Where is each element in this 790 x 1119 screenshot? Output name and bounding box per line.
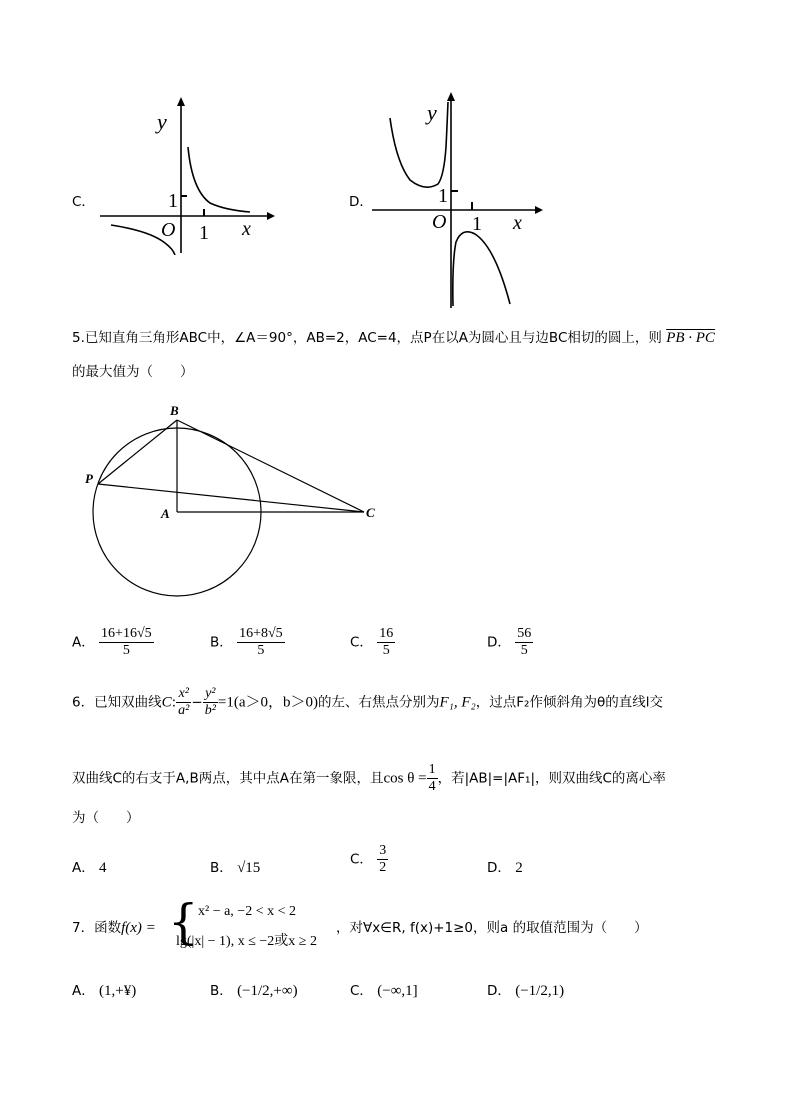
option-value: √15 [237,860,261,876]
q6-line2 [72,762,666,795]
option-label: C． [350,634,373,651]
point-b: B [170,403,179,418]
q6-line1-tail: ，过点F₂作倾斜角为θ的直线l交 [475,694,663,711]
q7-fx: f(x) = [121,920,156,936]
q6-option-b[interactable] [210,856,260,877]
option-c-label: C． [72,194,95,210]
q6-line3: 为（ ） [72,810,140,826]
option-value: 2 [515,860,523,876]
q7-case1: x² − a, −2 < x < 2 [198,904,296,919]
option-denominator: 5 [382,643,390,659]
option-label: D． [487,860,511,876]
q5-option-a[interactable] [72,626,154,659]
curve-upper-branch [390,102,448,187]
q5-option-b[interactable] [210,626,285,659]
eq-y2: y² [203,686,218,703]
eq-tail: =1(a＞0，b＞0) [217,694,318,711]
option-value: (−1/2,1) [515,983,565,999]
q5-figure [80,400,390,600]
q6-line2-b: ，若|AB|=|AF₁|，则双曲线C的离心率 [437,770,666,787]
curve-right-branch [188,147,250,212]
option-numerator: 56 [515,626,533,643]
segment-pc [98,484,364,512]
q6-prefix: 6．已知双曲线 [72,694,162,711]
option-denominator: 5 [122,643,130,659]
option-value: (1,+¥) [99,983,137,999]
cos-num: 1 [427,762,438,779]
cos-label: cos θ = [383,770,427,787]
q5-vector-product: PB · PC [666,330,715,346]
option-denominator: 5 [520,643,528,659]
q6-foci: F₁, F₂ [439,694,476,711]
q7-case2: lg(|x| − 1), x ≤ −2或x ≥ 2 [176,934,317,949]
eq-a2: a² [178,703,190,719]
option-numerator: 16+8√5 [237,626,285,643]
origin-label: O [432,211,447,233]
x-label: x [513,212,522,234]
q6-foci-text: 的左、右焦点分别为 [318,694,440,711]
q7-tail: ，对∀x∈R, f(x)+1≥0，则a 的取值范围为（ ） [336,920,648,936]
option-label: C． [350,851,373,868]
q6-line1: 6．已知双曲线C: $\frac{\text{x²}}{\text{a²}}$ − $\frac{\text{y²}}{\text{b²}}$ =1(a＞0，b＞0)的左、右焦点分别为F₁, F₂，过点F₂作倾斜角为θ的直线l交 [72,686,663,719]
tick-1-y: 1 [168,190,178,212]
q7-option-a[interactable] [72,979,136,1000]
q5-stem: 5.已知直角三角形ABC中，∠A＝90°，AB=2，AC=4，点P在以A为圆心且与边BC相切的圆上，则 [72,330,662,346]
eq-b2: b² [204,703,216,719]
q5-line1 [72,326,715,347]
tick-1-x: 1 [199,222,209,244]
q6-option-c[interactable] [350,843,388,876]
point-a: A [161,506,170,521]
option-label: B． [210,983,233,999]
option-d-label: D． [349,194,373,210]
side-bc [177,420,364,512]
option-label: B． [210,860,233,876]
curve-lower-branch [453,232,510,306]
option-label: D． [487,983,511,999]
x-label: x [242,218,251,240]
graph-d [370,92,545,310]
y-label: y [427,100,437,125]
option-label: C． [350,983,373,999]
q7-prefix [72,916,156,937]
q5-option-c[interactable] [350,626,395,659]
point-p: P [85,471,93,486]
graph-c [95,95,275,255]
y-label: y [157,109,167,134]
brace-icon: { [168,894,199,950]
eq-x2: x² [176,686,191,703]
tick-1-x: 1 [472,213,482,235]
option-label: D． [487,634,511,651]
q5-option-d[interactable] [487,626,533,659]
option-denominator: 5 [257,643,265,659]
q7-option-d[interactable] [487,979,564,1000]
q5-line2: 的最大值为（ ） [72,364,194,380]
option-value: 4 [99,860,107,876]
q7-option-c[interactable] [350,979,418,1000]
tick-1-y: 1 [438,185,448,207]
option-label: B． [210,634,233,651]
q6-option-d[interactable] [487,856,523,877]
cos-den: 4 [428,779,436,795]
option-value: (−1/2,+∞) [237,983,298,999]
option-numerator: 16 [377,626,395,643]
q7-option-b[interactable] [210,979,298,1000]
option-numerator: 3 [377,843,388,860]
option-value: (−∞,1] [377,983,418,999]
option-label: A． [72,860,95,876]
segment-pb [98,420,177,484]
option-label: A． [72,634,95,651]
option-label: A． [72,983,95,999]
point-c: C [366,505,375,520]
hyperbola-name: C [161,694,172,711]
option-numerator: 16+16√5 [99,626,154,643]
origin-label: O [161,219,176,241]
q7-prefix-text: 7．函数 [72,920,122,936]
q6-line2-a: 双曲线C的右支于A,B两点，其中点A在第一象限，且 [72,770,384,787]
option-denominator: 2 [379,860,387,876]
q6-option-a[interactable] [72,856,107,877]
